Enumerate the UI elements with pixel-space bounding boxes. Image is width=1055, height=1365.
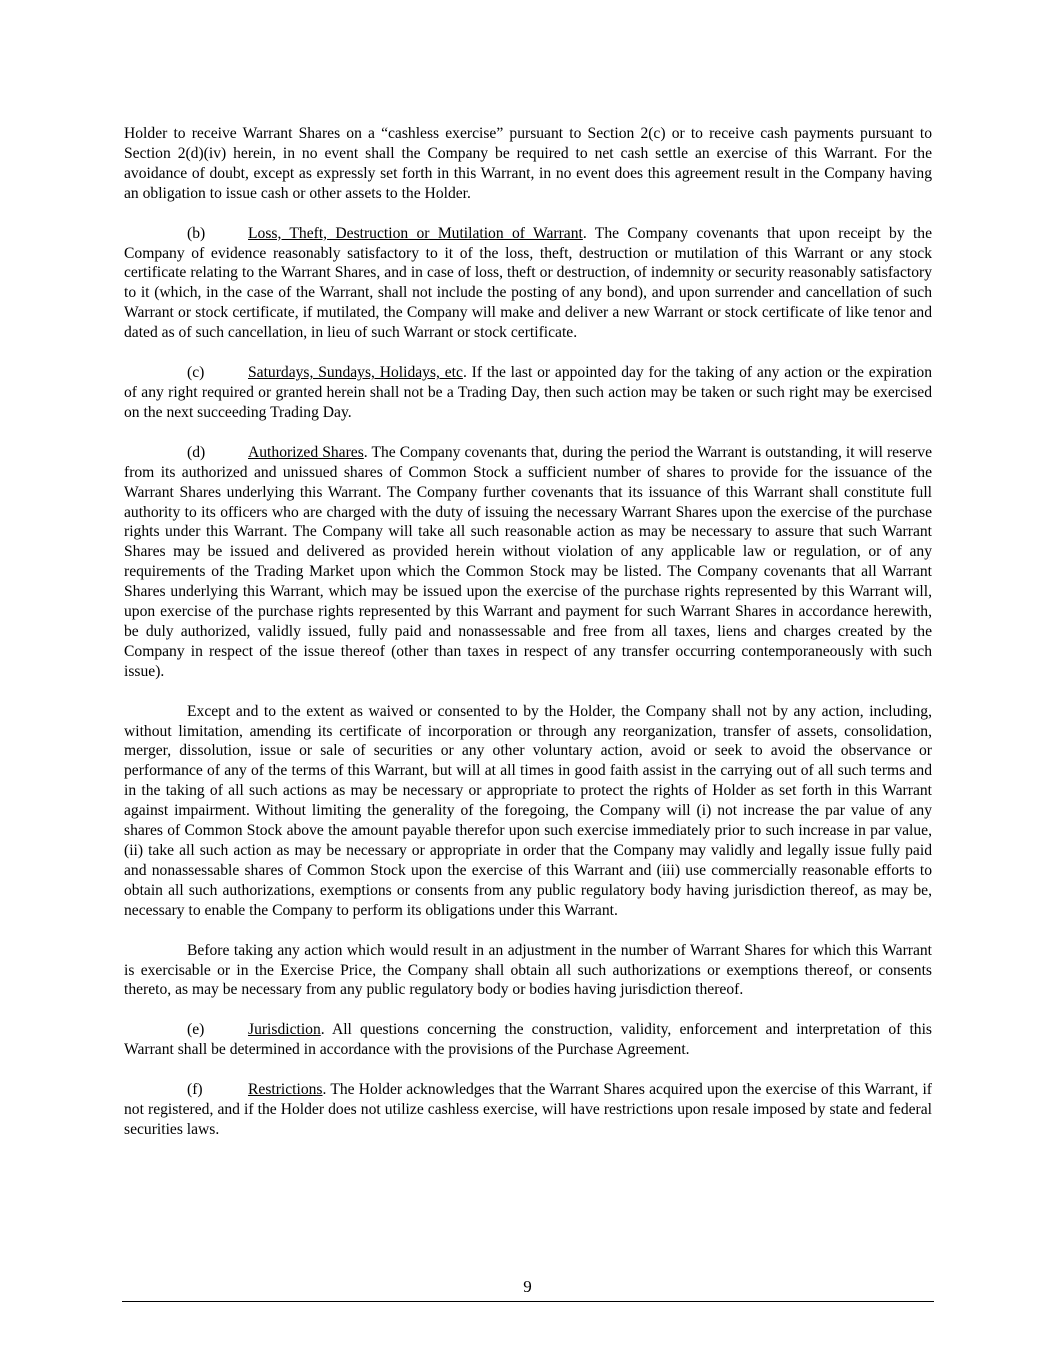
section-d-number: (d) [187,443,206,461]
paragraph-except: Except and to the extent as waived or consented to by the Holder, the Company shall not by any action, including, without limitation, amending its certificate of incorporation or through any reorganization, transfer of assets, consolidation, merger, dissolution, issue or sale of securities or any other voluntary action, avoid or seek to avoid the observance or performance of any of the terms of this Warrant, but will at all times in good faith assist in the carrying out of all such terms and in the taking of all such actions as may be necessary or appropriate to protect the rights of Holder as set forth in this Warrant against impairment. Without limiting the generality of the foregoing, the Company will (i) not increase the par value of any shares of Common Stock above the amount payable therefor upon such exercise immediately prior to such increase in par value, (ii) take all such action as may be necessary or appropriate in order that the Company may validly and legally issue fully paid and nonassessable shares of Common Stock upon the exercise of this Warrant and (iii) use commercially reasonable efforts to obtain all such authorizations, exemptions or consents from any public regulatory body having jurisdiction thereof, as may be, necessary to enable the Company to perform its obligations under this Warrant. [124,702,932,919]
section-c-heading: Saturdays, Sundays, Holidays, etc [248,364,463,382]
section-f-number: (f) [187,1081,203,1099]
section-e-heading: Jurisdiction [248,1021,321,1039]
section-b-text: . The Company covenants that upon receipt by the Company of evidence reasonably satisfactory to it of the loss, theft, destruction or mutilation of this Warrant or any stock certificate relating to the Warrant Shares, and in case of loss, theft or destruction, of indemnity or security reasonably satisfactory to it (which, in the case of the Warrant, shall not include the posting of any bond), and upon surrender and cancellation of such Warrant or stock certificate, if mutilated, the Company will make and deliver a new Warrant or stock certificate of like tenor and dated as of such cancellation, in lieu of such Warrant or stock certificate. [124,224,933,342]
section-f-text: . The Holder acknowledges that the Warrant Shares acquired upon the exercise of this Warrant, if not registered, and if the Holder does not utilize cashless exercise, will have restrictions upon resale imposed by state and federal securities laws. [124,1081,932,1138]
section-d-heading: Authorized Shares [248,443,364,461]
section-b-number: (b) [187,224,206,242]
section-e-text: . All questions concerning the construction, validity, enforcement and interpretation of this Warrant shall be determined in accordance with the provisions of the Purchase Agreement. [124,1021,932,1059]
section-b-heading: Loss, Theft, Destruction or Mutilation of Warrant [248,224,583,242]
section-b [124,224,932,343]
section-e-number: (e) [187,1021,205,1039]
section-f-heading: Restrictions [248,1081,323,1099]
section-c [124,363,932,423]
section-e [124,1020,932,1060]
section-c-text: . If the last or appointed day for the taking of any action or the expiration of any right required or granted herein shall not be a Trading Day, then such action may be taken or such right may be exercised on the next succeeding Trading Day. [124,364,932,421]
footer-divider [122,1301,934,1302]
paragraph-intro: Holder to receive Warrant Shares on a “cashless exercise” pursuant to Section 2(c) or to receive cash payments pursuant to Section 2(d)(iv) herein, in no event shall the Company be required to net cash settle an exercise of this Warrant. For the avoidance of doubt, except as expressly set forth in this Warrant, in no event does this agreement result in the Company having an obligation to issue cash or other assets to the Holder. [124,125,932,202]
section-d-text: . The Company covenants that, during the period the Warrant is outstanding, it will reserve from its authorized and unissued shares of Common Stock a sufficient number of shares to provide for the issuance of the Warrant Shares underlying this Warrant. The Company further covenants that its issuance of this Warrant shall constitute full authority to its officers who are charged with the duty of issuing the necessary Warrant Shares upon the exercise of the purchase rights under this Warrant. The Company will take all such reasonable action as may be necessary to assure that such Warrant Shares may be issued and delivered as provided herein without violation of any applicable law or regulation, or of any requirements of the Trading Market upon which the Common Stock may be listed. The Company covenants that all Warrant Shares underlying this Warrant, which may be issued upon the exercise of the purchase rights represented by this Warrant will, upon exercise of the purchase rights represented by this Warrant and payment for such Warrant Shares in accordance herewith, be duly authorized, validly issued, fully paid and nonassessable and free from all taxes, liens and charges created by the Company in respect of the issue thereof (other than taxes in respect of any transfer occurring contemporaneously with such issue). [124,443,932,680]
paragraph-before: Before taking any action which would result in an adjustment in the number of Warrant Shares for which this Warrant is exercisable or in the Exercise Price, the Company shall obtain all such authorizations or exemptions thereof, or consents thereto, as may be necessary from any public regulatory body or bodies having jurisdiction thereof. [124,941,932,999]
section-c-number: (c) [187,364,205,382]
section-f [124,1080,932,1140]
section-d [124,443,932,682]
document-page [124,124,932,1140]
page-number: 9 [523,1277,532,1296]
